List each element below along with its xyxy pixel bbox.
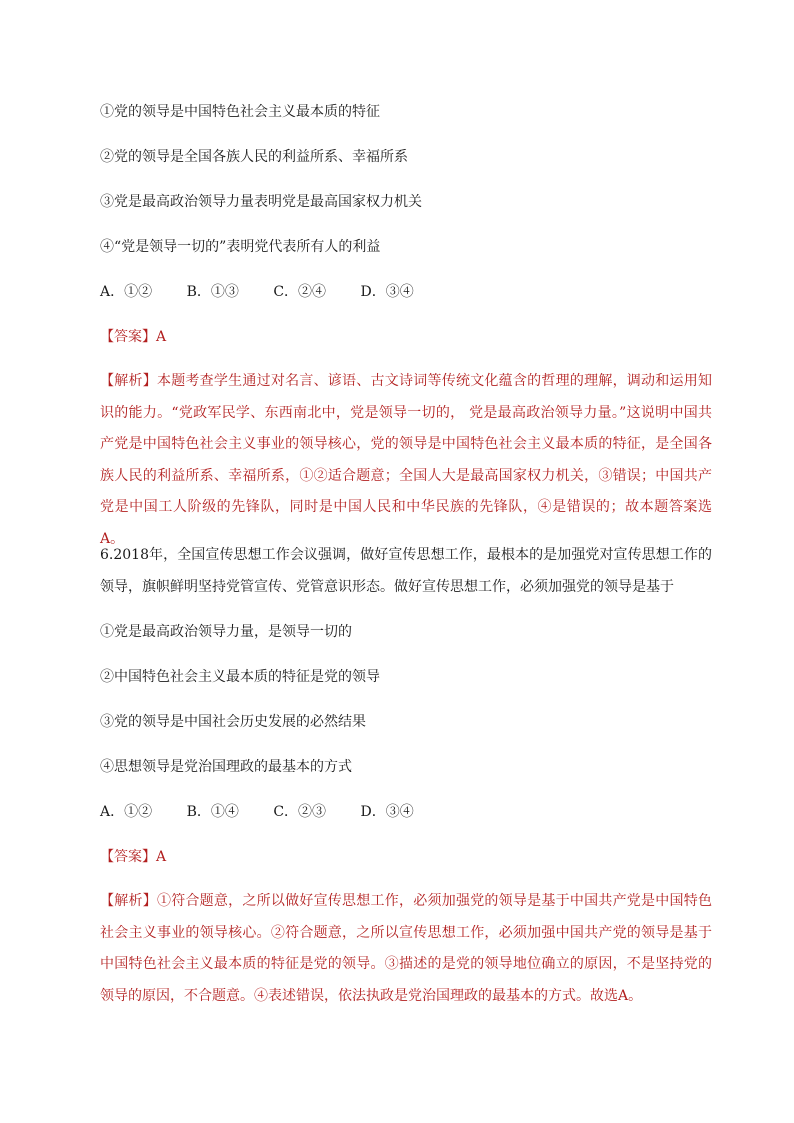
q5-answer-label: 【答案】 <box>100 329 156 345</box>
q6-analysis <box>100 886 712 1012</box>
q5-analysis-label: 【解析】 <box>100 373 157 389</box>
q5-choice-d: D．③④ <box>360 284 414 300</box>
q6-option-4: ④思想领导是党治国理政的最基本的方式 <box>100 759 352 775</box>
q6-answer-label: 【答案】 <box>100 849 156 865</box>
q6-choice-c: C．②③ <box>273 804 327 820</box>
q5-option-4: ④“党是领导一切的”表明党代表所有人的利益 <box>100 239 381 255</box>
q6-option-2: ②中国特色社会主义最本质的特征是党的领导 <box>100 669 380 685</box>
q6-option-1: ①党是最高政治领导力量，是领导一切的 <box>100 624 352 640</box>
q6-option-3: ③党的领导是中国社会历史发展的必然结果 <box>100 714 366 730</box>
q5-choice-b: B．①③ <box>186 284 239 300</box>
q5-choice-a: A．①② <box>100 284 153 300</box>
q5-choices <box>100 282 444 302</box>
q6-answer <box>100 847 166 867</box>
q5-option-2: ②党的领导是全国各族人民的利益所系、幸福所系 <box>100 149 408 165</box>
q5-choice-c: C．②④ <box>273 284 327 300</box>
q5-answer-value: A <box>156 329 167 345</box>
q6-choice-b: B．①④ <box>186 804 239 820</box>
q6-choices <box>100 802 444 822</box>
q6-answer-value: A <box>156 849 167 865</box>
q6-analysis-label: 【解析】 <box>100 893 157 909</box>
q5-analysis <box>100 366 712 555</box>
q5-answer <box>100 327 166 347</box>
q6-stem: 6.2018年，全国宣传思想工作会议强调，做好宣传思想工作，最根本的是加强党对宣传思想工作的领导，旗帜鲜明坚持党管宣传、党管意识形态。做好宣传思想工作，必须加强党的领导是基于 <box>100 547 712 595</box>
q6-choice-d: D．③④ <box>360 804 414 820</box>
q6-analysis-text: ①符合题意，之所以做好宣传思想工作，必须加强党的领导是基于中国共产党是中国特色社会主义事业的领导核心。②符合题意，之所以宣传思想工作，必须加强中国共产党的领导是基于中国特色社会主义最本质的特征是党的领导。③描述的是党的领导地位确立的原因，不是坚持党的领导的原因，不合题意。④表述错误，依法执政是党治国理政的最基本的方式。故选A。 <box>100 893 712 1004</box>
q6-choice-a: A．①② <box>100 804 153 820</box>
q5-option-1: ①党的领导是中国特色社会主义最本质的特征 <box>100 104 380 120</box>
q5-option-3: ③党是最高政治领导力量表明党是最高国家权力机关 <box>100 194 422 210</box>
q5-analysis-text: 本题考查学生通过对名言、谚语、古文诗词等传统文化蕴含的哲理的理解，调动和运用知识的能力。“党政军民学、东西南北中，党是领导一切的， 党是最高政治领导力量。”这说明中国共产党是中国特色社会主义事业的领导核心，党的领导是中国特色社会主义最本质的特征，是全国各族人民的利益所系、幸福所系，①②适合题意；全国人大是最高国家权力机关，③错误；中国共产党是中国工人阶级的先锋队，同时是中国人民和中华民族的先锋队，④是错误的；故本题答案选A。 <box>100 373 712 547</box>
